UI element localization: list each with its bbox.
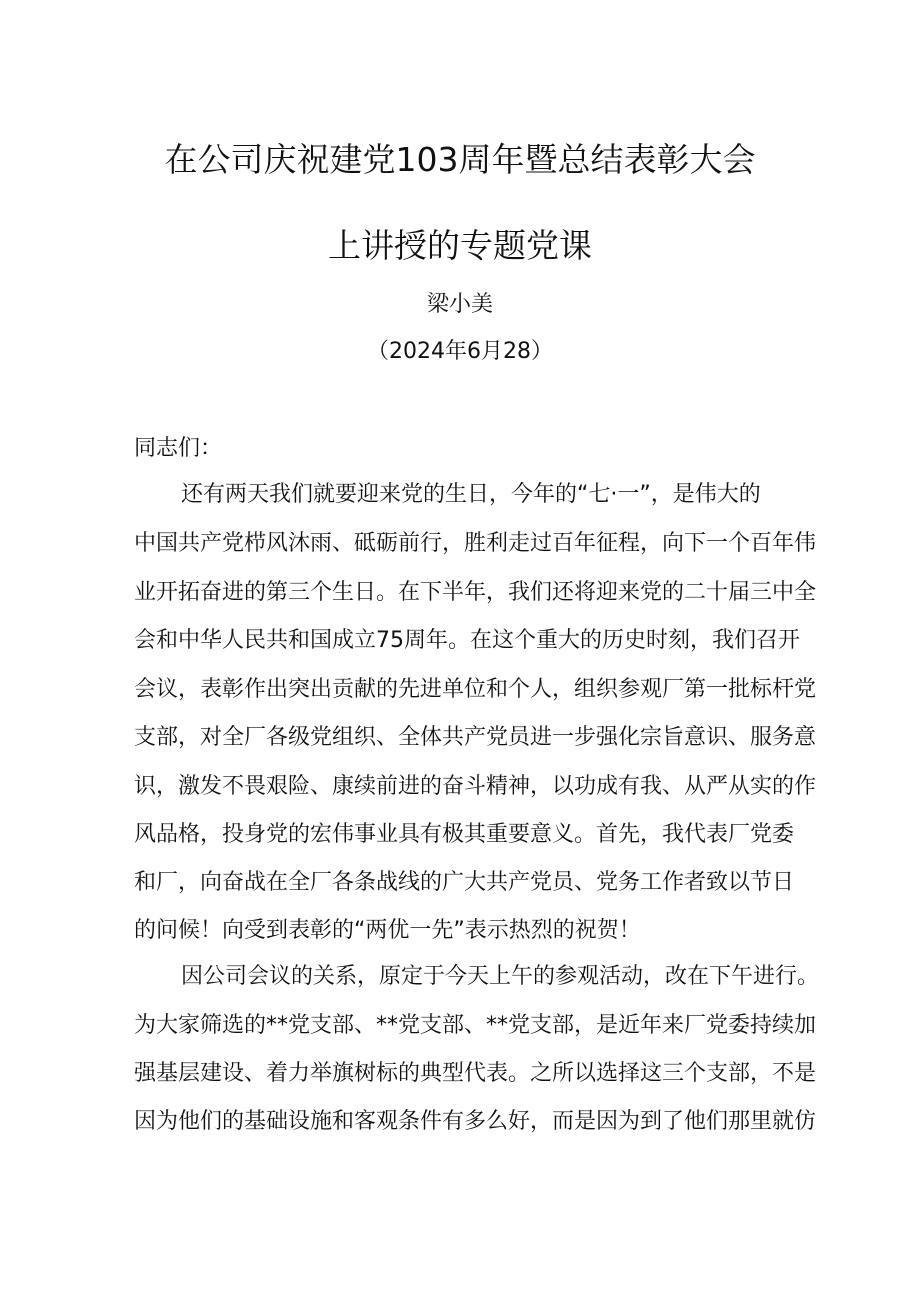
paragraph-2-line-4: 因为他们的基础设施和客观条件有多么好，而是因为到了他们那里就仿: [134, 1109, 817, 1134]
salutation: 同志们：: [134, 436, 223, 461]
paragraph-2-line-3: 强基层建设、着力举旗树标的典型代表。之所以选择这三个支部，不是: [134, 1061, 817, 1086]
paragraph-1-line-6: 支部，对全厂各级党组织、全体共产党员进一步强化宗旨意识、服务意: [134, 725, 817, 750]
paragraph-1-line-2: 中国共产党栉风沐雨、砥砺前行，胜利走过百年征程，向下一个百年伟: [134, 531, 817, 556]
author-name: 梁小美: [426, 292, 493, 317]
paragraph-1-line-8: 风品格，投身党的宏伟事业具有极其重要意义。首先，我代表厂党委: [134, 822, 795, 847]
paragraph-1-line-1: 还有两天我们就要迎来党的生日，今年的“七·一”，是伟大的: [181, 482, 761, 507]
paragraph-2-line-1: 因公司会议的关系，原定于今天上午的参观活动，改在下午进行。: [181, 964, 820, 989]
paragraph-1-line-7: 识，激发不畏艰险、康续前进的奋斗精神，以功成有我、从严从实的作: [134, 774, 817, 799]
paragraph-1-line-9: 和厂，向奋战在全厂各条战线的广大共产党员、党务工作者致以节日: [134, 870, 795, 895]
paragraph-1-line-4: 会和中华人民共和国成立75周年。在这个重大的历史时刻，我们召开: [134, 628, 800, 653]
paragraph-1-line-3: 业开拓奋进的第三个生日。在下半年，我们还将迎来党的二十届三中全: [134, 580, 817, 605]
paragraph-1-line-10: 的问候！向受到表彰的“两优一先”表示热烈的祝贺！: [134, 918, 641, 943]
document-title-line-1: 在公司庆祝建党103周年暨总结表彰大会: [164, 140, 756, 179]
document-date: （2024年6月28）: [367, 339, 553, 364]
paragraph-1-line-5: 会议，表彰作出突出贡献的先进单位和个人，组织参观厂第一批标杆党: [134, 677, 817, 702]
paragraph-2-line-2: 为大家筛选的**党支部、**党支部、**党支部，是近年来厂党委持续加: [134, 1013, 817, 1038]
document-title-line-2: 上讲授的专题党课: [328, 226, 592, 265]
